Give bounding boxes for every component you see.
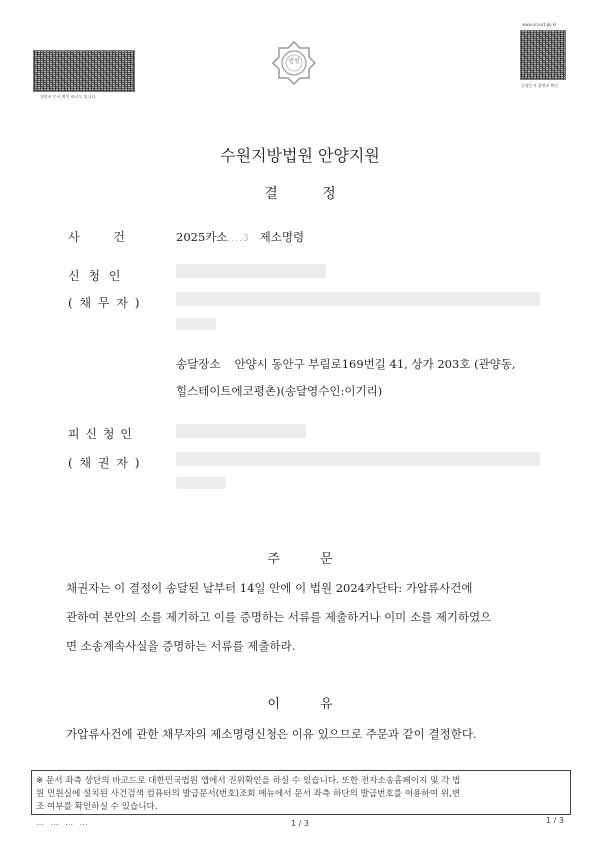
service-label: 송달장소 [176,357,221,371]
respondent-label: 피 신 청 인 [68,427,132,441]
redacted-respondent-address [176,452,540,466]
notice-line-2: 원 민원실에 설치된 사건검색 컴퓨터의 발급문서(번호)조회 메뉴에서 문서 좌측 하단의 발급번호를 이용하여 위,변 [36,789,461,799]
court-seal-emblem [271,40,317,86]
verification-barcode [33,50,135,92]
court-name: 수원지방법원 안양지원 [220,146,380,165]
qr-code [520,30,566,80]
service-address: 안양시 동안구 부림로169번길 41, 상가 203호 (관양동, [234,357,516,371]
reason-text: 가압류사건에 관한 채무자의 제소명령신청은 이유 있으므로 주문과 같이 결정한다. [66,727,477,741]
case-number [176,229,304,245]
redacted-applicant-name [176,264,326,278]
issue-number: … … … … [36,818,90,827]
page-number-center: 1 / 3 [291,819,309,828]
case-number-prefix: 2025카소 [176,230,228,244]
qr-caption: 증명문서 위변조 확인 [521,83,559,88]
redacted-respondent-name [176,424,306,438]
order-line-1: 채권자는 이 결정이 송달된 날부터 14일 안에 이 법원 2024카단타: 가압류사건에 [66,581,473,595]
reason-heading: 이 유 [267,697,333,712]
case-type: 제소명령 [259,230,305,244]
seal-text: 법원 [288,58,300,65]
notice-line-1: ※ 문서 좌측 상단의 바코드로 대한민국법원 앱에서 진위확인을 하실 수 있습니다. 또한 전자소송홈페이지 및 각 법 [36,776,461,786]
case-label: 사 건 [68,230,125,244]
order-line-2: 관하여 본안의 소를 제기하고 이를 증명하는 서류를 제출하거나 이미 소를 제기하였으 [66,610,492,624]
redacted-applicant-address [176,292,540,306]
site-url: www.scourt.go.kr [522,22,557,27]
applicant-sublabel: ( 채 무 자 ) [68,296,140,310]
page-number-right: 1 / 3 [546,816,564,825]
verification-notice-box [31,770,571,815]
document-title: 결 정 [264,186,336,202]
applicant-label: 신 청 인 [68,269,121,283]
respondent-sublabel: ( 채 권 자 ) [68,456,140,470]
service-address-line1 [176,356,516,372]
notice-line-3: 조 여부를 확인하실 수 있습니다. [36,802,158,812]
order-line-3: 면 소송계속사실을 증명하는 서류를 제출하라. [66,639,296,653]
order-heading: 주 문 [267,552,333,567]
barcode-caption: 위변조 문서 확인 바코드 입니다. [40,94,97,99]
redacted-respondent-address-cont [176,477,226,489]
case-number-masked: ....3 [227,234,250,244]
service-address-line2: 힐스테이트에코평촌)(송달영수인:이기리) [176,384,383,398]
redacted-applicant-address-cont [176,318,216,330]
